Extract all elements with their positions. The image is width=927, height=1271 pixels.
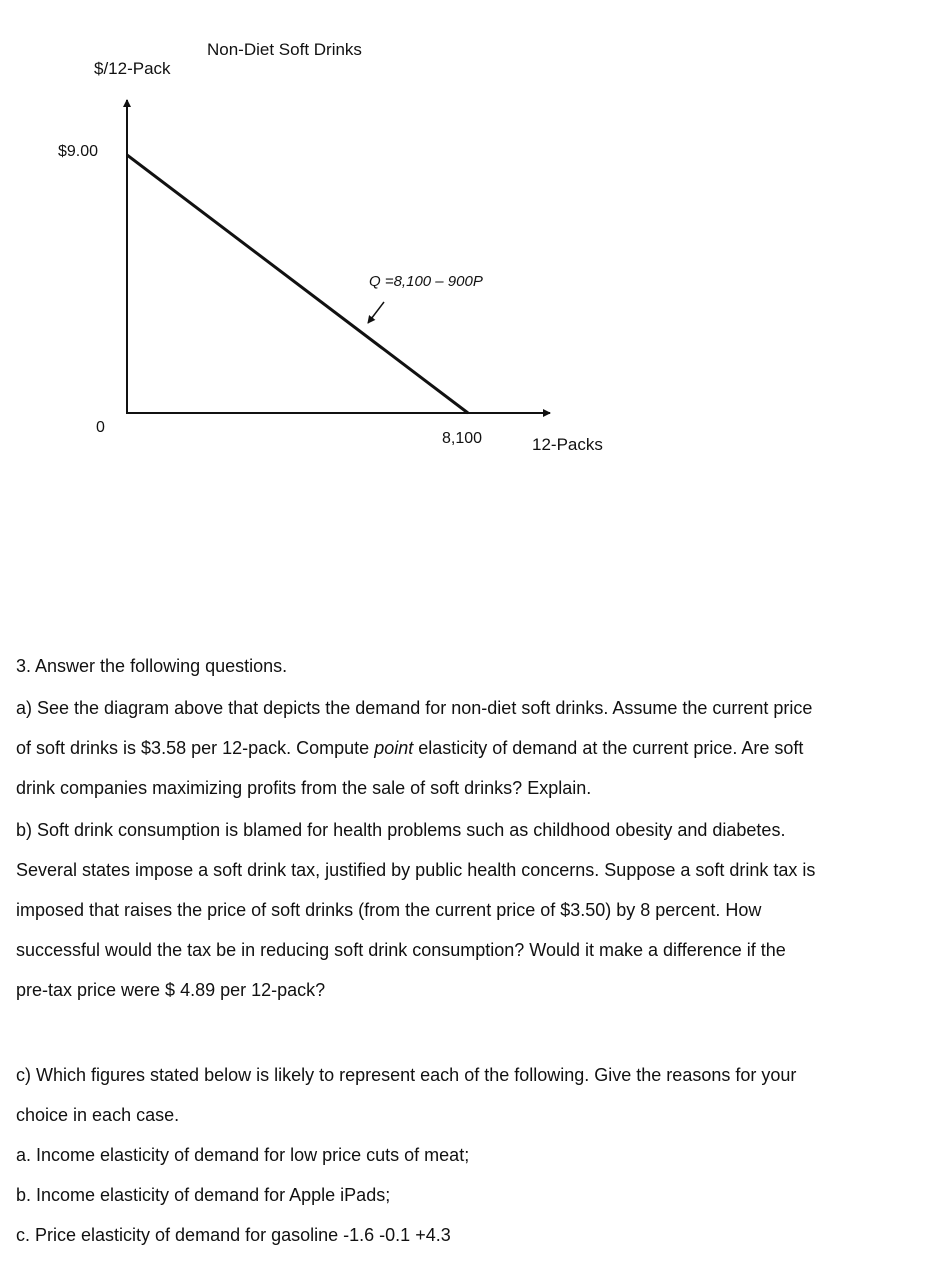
question-b-line-3: imposed that raises the price of soft drinks (from the current price of $3.50) by 8 percent. How [16, 900, 762, 920]
question-a-emphasis: point [374, 738, 414, 758]
question-b-line-4: successful would the tax be in reducing soft drink consumption? Would it make a difference if the [16, 940, 786, 960]
x-axis-label: 12-Packs [532, 435, 603, 454]
question-b-line-5: pre-tax price were $ 4.89 per 12-pack? [16, 980, 326, 1000]
question-a-line-2-start: of soft drinks is $3.58 per 12-pack. Compute [16, 738, 375, 758]
question-c-item-c: c. Price elasticity of demand for gasoline -1.6 -0.1 +4.3 [16, 1225, 451, 1245]
question-b-line-1: b) Soft drink consumption is blamed for health problems such as childhood obesity and diabetes. [16, 820, 786, 840]
y-tick-label-zero: 0 [96, 419, 105, 436]
question-a-line-2-end: elasticity of demand at the current price. Are soft [413, 738, 804, 758]
question-b [16, 810, 916, 1010]
question-a-line-1: a) See the diagram above that depicts the demand for non-diet soft drinks. Assume the current price [16, 698, 813, 718]
question-c [16, 1055, 916, 1255]
demand-equation-annotation: Q =8,100 – 900P [369, 273, 483, 290]
chart-title: Non-Diet Soft Drinks [207, 40, 362, 59]
y-tick-label-max: $9.00 [58, 143, 99, 160]
question-c-line-2: choice in each case. [16, 1105, 180, 1125]
question-c-line-1: c) Which figures stated below is likely to represent each of the following. Give the reasons for your [16, 1065, 797, 1085]
question-c-item-b: b. Income elasticity of demand for Apple iPads; [16, 1185, 391, 1205]
annotation-arrow [368, 302, 384, 323]
y-axis-label: $/12-Pack [94, 59, 171, 78]
question-heading: 3. Answer the following questions. [16, 656, 288, 676]
question-a [16, 688, 916, 808]
x-tick-label-max: 8,100 [442, 430, 483, 447]
question-a-line-2 [16, 728, 916, 768]
question-c-item-a: a. Income elasticity of demand for low price cuts of meat; [16, 1145, 470, 1165]
question-a-line-3: drink companies maximizing profits from the sale of soft drinks? Explain. [16, 778, 592, 798]
demand-chart [0, 0, 927, 520]
question-b-line-2: Several states impose a soft drink tax, justified by public health concerns. Suppose a soft drink tax is [16, 860, 816, 880]
